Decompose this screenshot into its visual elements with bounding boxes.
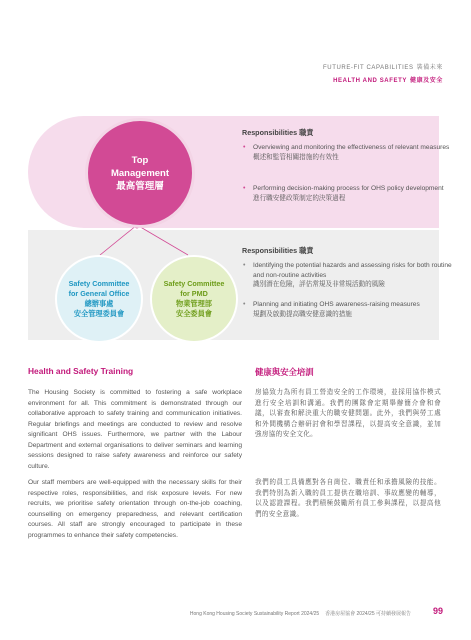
topic-zh: 健康及安全 [409, 78, 443, 84]
top-responsibilities-title: Responsibilities 職責 [242, 128, 314, 137]
connector-pmd [137, 225, 188, 255]
footer-report-zh: 香港房屋協會 2024/25 可持續發展報告 [325, 611, 411, 617]
page-number: 99 [432, 606, 443, 616]
top-node-line3: 最高管理層 [116, 180, 164, 192]
bullet-dot: • [243, 262, 246, 269]
committee-resp-b1-en: Identifying the potential hazards and assessing risks for both routine and non-routine activities [253, 262, 452, 279]
bullet-dot: • [243, 301, 246, 308]
committee-resp-bullet-1 [243, 261, 453, 290]
top-resp-b1-en: Overviewing and monitoring the effectiveness of relevant measures [253, 144, 450, 151]
pmd-line3: 物業管理部 [176, 299, 212, 308]
gen-line2: for General Office [68, 289, 130, 298]
pmd-line2: for PMD [180, 289, 208, 298]
committee-responsibilities-title: Responsibilities 職責 [242, 246, 314, 255]
top-resp-b1-zh: 概述和監管相關措施的有效性 [253, 153, 339, 161]
bullet-dot: • [243, 185, 246, 192]
training-para-1-en: The Housing Society is committed to fostering a safe workplace environment for all. This commitment is demonstrated through our collaborative approach to safety training and communication initiatives. Regular briefings and meetings are conducted to review and resolve significant OHS issues. Furthermore, we partner with the Labour Department and external organisations to deliver seminars and learning sessions designed to raise safety awareness and reinforce our safety culture. [28, 389, 242, 470]
committee-resp-b2-en: Planning and initiating OHS awareness-raising measures [253, 301, 420, 308]
training-title-en: Health and Safety Training [28, 366, 134, 376]
footer-report-en: Hong Kong Housing Society Sustainability Report 2024/25 [189, 611, 320, 617]
top-resp-bullet-2 [243, 184, 453, 203]
committee-resp-bullet-2 [243, 300, 453, 319]
top-resp-b2-zh: 進行職安健政策制定的決策過程 [253, 194, 346, 202]
top-node-line1: Top [131, 154, 149, 166]
general-office-committee-node [55, 255, 143, 343]
top-node-line2: Management [110, 167, 170, 179]
training-para-2-zh: 我們的員工具備應對各自崗位、職責任和承擔風險的技能。我們特別為新入職的員工提供在職培訓、事故應變的輔導，以及認證課程。我們積極鼓勵所有員工參與課程，以提高他們的安全意識。 [255, 479, 441, 518]
section-zh: 裝備未來 [416, 65, 443, 71]
top-resp-b2-en: Performing decision-making process for OHS policy development [253, 185, 444, 192]
gen-line1: Safety Committee [68, 279, 130, 288]
connector-general [100, 225, 137, 255]
top-resp-bullet-1 [243, 143, 453, 162]
gen-line4: 安全管理委員會 [73, 309, 125, 318]
pmd-line4: 安全委員會 [176, 309, 212, 318]
topic-en: HEALTH AND SAFETY [333, 78, 407, 84]
committee-resp-b1-zh: 識別潛在危險，評估常規及非常規活動的風險 [253, 281, 385, 289]
pmd-committee-node [150, 255, 238, 343]
footer-report-title [184, 610, 411, 617]
committee-resp-b2-zh: 規劃及啟動提高職安健意識的措施 [253, 310, 352, 318]
gen-line3: 總辦事處 [84, 299, 114, 308]
pmd-line1: Safety Committee [163, 279, 225, 288]
top-management-node [85, 118, 195, 228]
section-en: FUTURE-FIT CAPABILITIES [323, 65, 414, 71]
training-title-zh: 健康與安全培訓 [255, 367, 314, 377]
bullet-dot: • [243, 144, 246, 151]
training-para-1-zh: 房協致力為所有員工營造安全的工作環境，並採用協作模式進行安全培訓和溝通。我們的團隊會定期舉辦簡介會和會議，以審查和解決重大的職安健問題。此外，我們與勞工處和外間機構合辦研討會和學習課程，以提高安全意識，並加強房協的安全文化。 [255, 389, 441, 438]
training-para-2-en: Our staff members are well-equipped with the necessary skills for their respective roles, responsibilities, and risk exposure levels. For new recruits, we prioritise safety orientation through on-the-job coaching, counselling on emergency preparedness, and relevant certification courses. All staff are strongly encouraged to participate in these programmes to enhance their safety competencies. [28, 479, 242, 539]
